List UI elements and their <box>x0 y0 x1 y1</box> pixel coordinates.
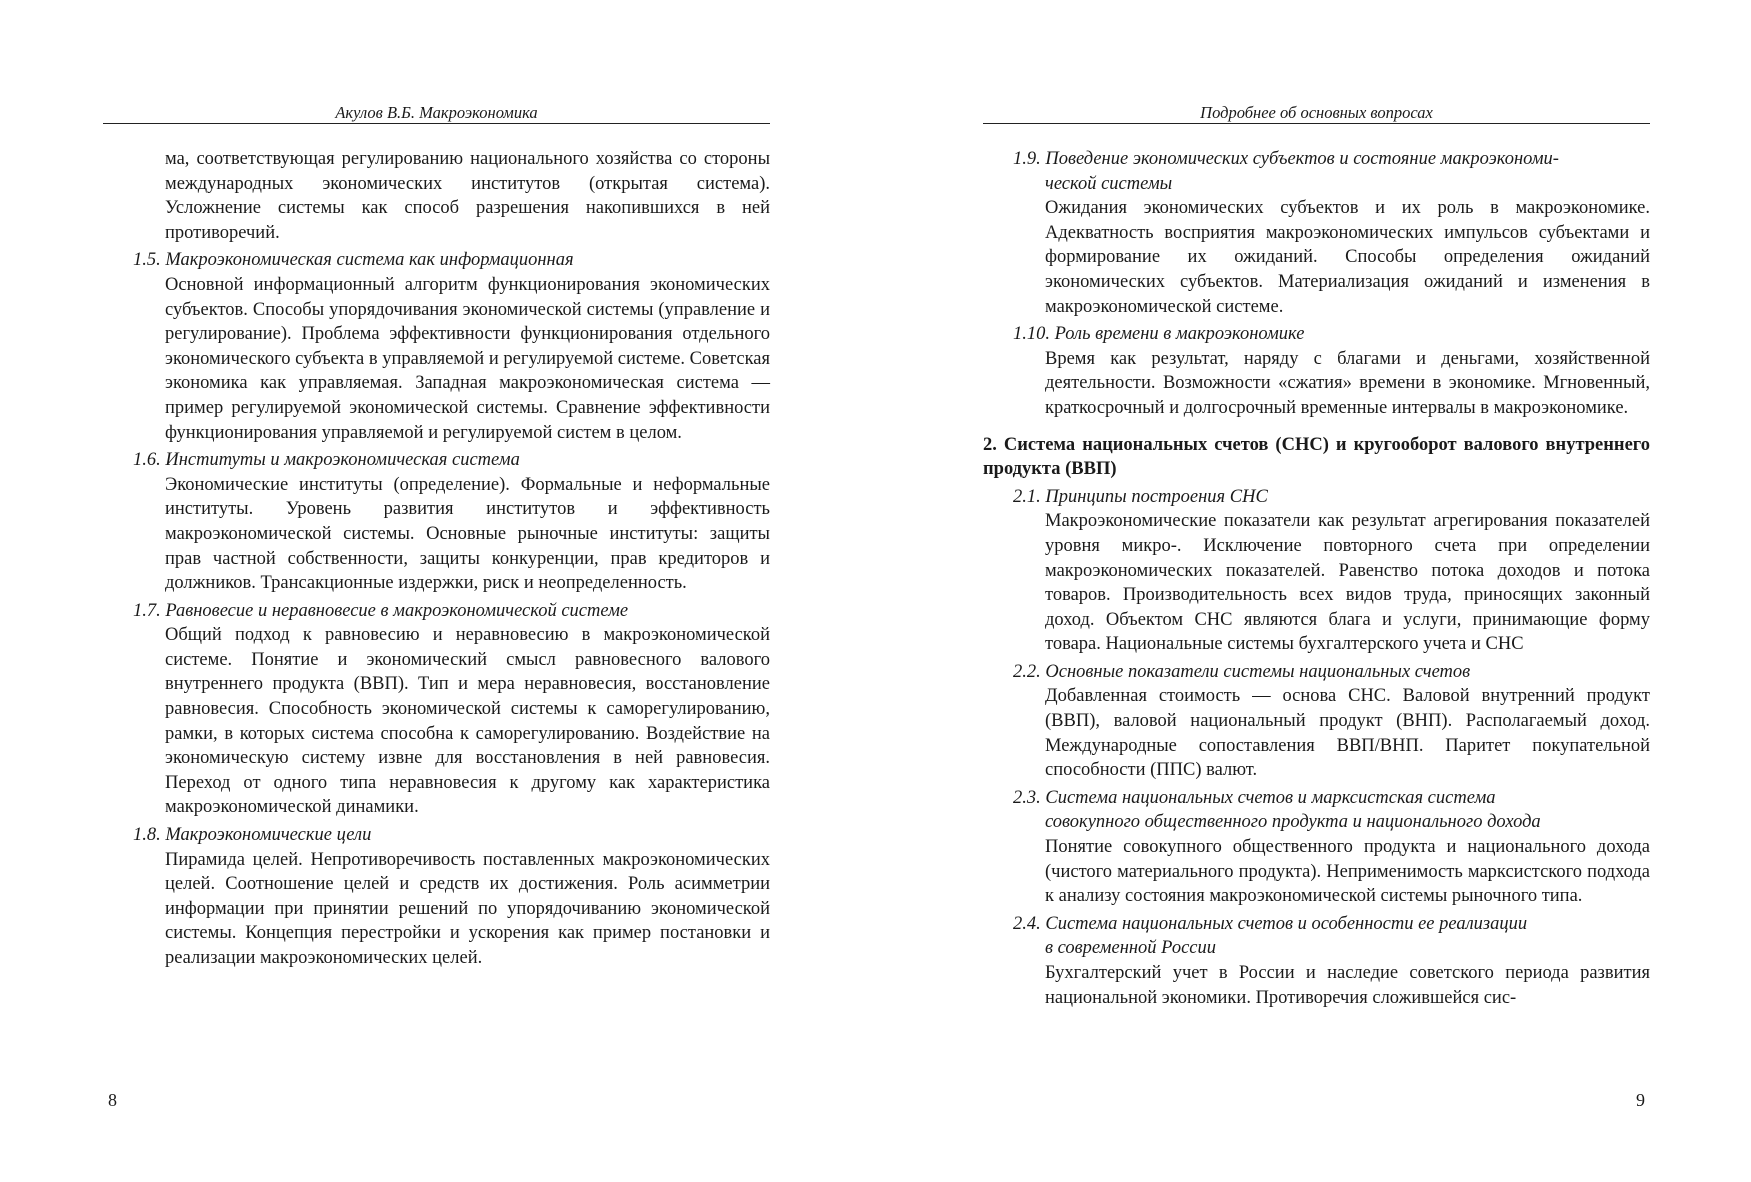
left-page <box>0 0 875 1182</box>
item-title-line2: совокупного общественного продукта и национального дохода <box>1045 812 1541 833</box>
item-title: 1.8. Макроэкономические цели <box>133 825 372 846</box>
item-1-5 <box>103 248 770 445</box>
item-title: 2.2. Основные показатели системы национальных счетов <box>1013 661 1471 682</box>
item-body: Бухгалтерский учет в России и наследие советского периода развития национальной экономики. Противоречия сложившейся сис- <box>1045 963 1650 1008</box>
item-body: Понятие совокупного общественного продукта и национального дохода (чистого материального продукта). Неприменимость марксистского подхода к анализу состояния макроэкономической системы рыночного типа. <box>1045 837 1650 907</box>
item-title: 1.7. Равновесие и неравновесие в макроэкономической системе <box>133 600 629 621</box>
item-title-line1: 1.9. Поведение экономических субъектов и состояние макроэкономи- <box>1013 149 1559 169</box>
item-body: Время как результат, наряду с благами и деньгами, хозяйственной деятельности. Возможности «сжатия» времени в экономике. Мгновенный, краткосрочный и долгосрочный временные интервалы в макроэкономике. <box>1045 348 1650 418</box>
item-2-1 <box>983 485 1650 657</box>
item-title <box>1013 786 1650 835</box>
item-body: Добавленная стоимость — основа СНС. Валовой внутренний продукт (ВВП), валовой национальный продукт (ВНП). Располагаемый доход. Международные сопоставления ВВП/ВНП. Паритет покупательной способности (ППС) валют. <box>1045 686 1650 781</box>
running-header-left: Акулов В.Б. Макроэкономика <box>103 103 770 124</box>
item-2-4 <box>983 912 1650 1010</box>
item-body: Основной информационный алгоритм функционирования экономических субъектов. Способы упорядочивания экономической системы (управление и регулирование). Проблема эффективности функционирования отдельного экономического субъекта в управляемой и регулируемой системе. Советская экономика как управляемая. Западная макроэкономическая система — пример регулируемой экономической системы. Сравнение эффективности функционирования управляемой и регулируемой систем в целом. <box>165 274 770 443</box>
item-2-3 <box>983 786 1650 909</box>
item-title: 1.5. Макроэкономическая система как информационная <box>133 250 574 271</box>
item-body: Пирамида целей. Непротиворечивость поставленных макроэкономических целей. Соотношение целей и средств их достижения. Роль асимметрии информации при принятии решений по упорядочиванию экономической системы. Концепция перестройки и ускорения как пример постановки и реализации макроэкономических целей. <box>165 849 770 968</box>
item-body: Экономические институты (определение). Формальные и неформальные институты. Уровень развития институтов и эффективность макроэкономической системы. Основные рыночные институты: защиты прав частной собственности, защиты конкуренции, прав кредиторов и должников. Трансакционные издержки, риск и неопределенность. <box>165 474 770 594</box>
item-1-9 <box>983 147 1650 319</box>
item-title-line2: в современной России <box>1045 938 1216 959</box>
item-1-8 <box>103 823 770 971</box>
right-page-content <box>983 147 1650 1010</box>
item-title: 2.1. Принципы построения СНС <box>1013 486 1268 507</box>
item-body: Макроэкономические показатели как результат агрегирования показателей уровня микро-. Исключение повторного счета при определении макроэкономических показателей. Равенство потока доходов и потока товаров. Производительность всех видов труда, приносящих законный доход. Объектом СНС являются блага и услуги, принимающие форму товара. Национальные системы бухгалтерского учета и СНС <box>1045 511 1650 655</box>
continuation-paragraph: ма, соответствующая регулированию национального хозяйства со стороны международных экономических институтов (открытая система). Усложнение системы как способ разрешения накопившихся в ней противоречий. <box>165 149 770 243</box>
item-1-6 <box>103 448 770 596</box>
right-page <box>875 0 1751 1182</box>
running-header-right: Подробнее об основных вопросах <box>983 103 1650 124</box>
item-title-line1: 2.3. Система национальных счетов и марксистская система <box>1013 787 1496 808</box>
item-body: Ожидания экономических субъектов и их роль в макроэкономике. Адекватность восприятия макроэкономических импульсов субъектами и формирование их ожиданий. Способы определения ожиданий экономических субъектов. Материализация ожиданий и изменения в макроэкономической системе. <box>1045 198 1650 317</box>
item-title-line2: ческой системы <box>1045 173 1173 194</box>
item-2-2 <box>983 660 1650 783</box>
item-title: 1.6. Институты и макроэкономическая система <box>133 450 520 471</box>
item-title <box>1013 912 1650 961</box>
item-title <box>1013 147 1650 196</box>
page-number-right: 9 <box>1636 1090 1645 1110</box>
section-heading-2: 2. Система национальных счетов (СНС) и кругооборот валового внутреннего продукта (ВВП) <box>983 434 1650 480</box>
item-1-10 <box>983 322 1650 420</box>
item-title-line1: 2.4. Система национальных счетов и особенности ее реализации <box>1013 913 1528 934</box>
item-body: Общий подход к равновесию и неравновесию в макроэкономической системе. Понятие и экономический смысл равновесного валового внутреннего продукта (ВВП). Тип и мера неравновесия, восстановление равновесия. Способность экономической системы к саморегулированию, рамки, в которых система способна к саморегулированию. Воздействие на экономическую систему извне для восстановления в ней равновесия. Переход от одного типа неравновесия к другому как характеристика макроэкономической динамики. <box>165 625 770 818</box>
item-1-7 <box>103 599 770 820</box>
left-page-content <box>103 147 770 971</box>
item-title: 1.10. Роль времени в макроэкономике <box>1013 324 1305 345</box>
page-number-left: 8 <box>108 1090 117 1110</box>
